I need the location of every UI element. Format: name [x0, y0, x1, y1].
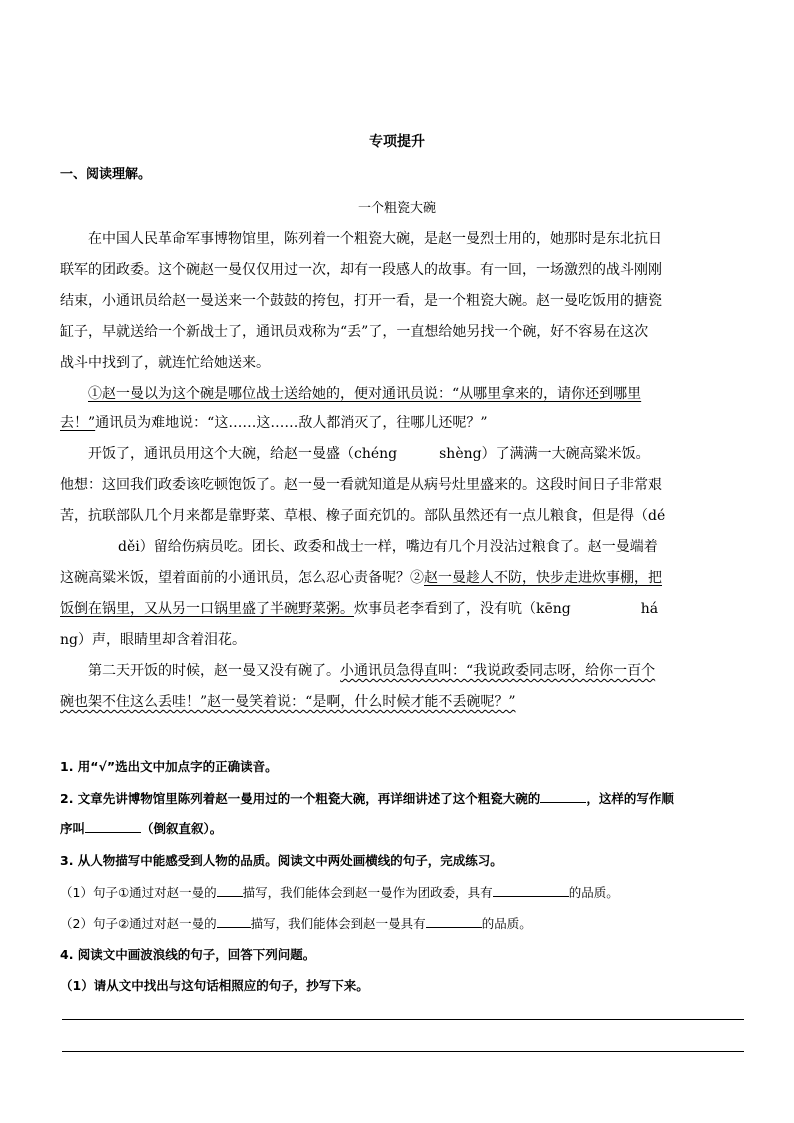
- answer-blank[interactable]: [493, 884, 569, 897]
- question-3-2: （2）句子②通过对赵一曼的 描写，我们能体会到赵一曼具有 的品质。: [60, 916, 532, 931]
- passage-line: děi）留给伤病员吃。团长、政委和战士一样，嘴边有几个月没沾过粮食了。赵一曼端着: [118, 539, 658, 555]
- underlined-sentence-1-end: 去！”: [60, 415, 96, 431]
- passage-text: 通讯员为难地说：“这……这……敌人都消灭了，往哪儿还呢？”: [95, 415, 488, 431]
- passage-line: 战斗中找到了，就连忙给她送来。: [60, 355, 270, 371]
- passage-line: [60, 567, 662, 587]
- underlined-sentence-2-end: 饭倒在锅里，又从另一口锅里盛了半碗野菜粥。: [60, 601, 354, 617]
- wavy-sentence-end: 碗也架不住这么丢哇！”赵一曼笑着说：“是啊，什么时候才能不丢碗呢？”: [60, 694, 516, 710]
- question-4: 4. 阅读文中画波浪线的句子，回答下列问题。: [60, 947, 316, 962]
- passage-line: 苦，抗联部队几个月来都是靠野菜、草根、橡子面充饥的。部队虽然还有一点儿粮食，但是得（dé: [60, 508, 666, 524]
- question-2: 2. 文章先讲博物馆里陈列着赵一曼用过的一个粗瓷大碗，再详细讲述了这个粗瓷大碗的 ，这样的写作顺: [60, 791, 674, 806]
- passage-line: ng）声，眼睛里却含着泪花。: [60, 632, 246, 648]
- question-2-cont: 序叫 （倒叙直叙）。: [60, 821, 223, 836]
- passage-line: [60, 412, 488, 432]
- passage-line: 他想：这回我们政委该吃顿饱饭了。赵一曼一看就知道是从病号灶里盛来的。这段时间日子非常艰: [60, 477, 662, 493]
- passage-line: [60, 691, 515, 711]
- answer-blank[interactable]: [217, 884, 243, 897]
- passage-line: [60, 598, 658, 618]
- answer-blank[interactable]: [426, 915, 482, 928]
- question-3: 3. 从人物描写中能感受到人物的品质。阅读文中两处画横线的句子，完成练习。: [60, 853, 503, 868]
- passage-line: [88, 383, 641, 403]
- underlined-sentence-1: ①赵一曼以为这个碗是哪位战士送给她的，便对通讯员说：“从哪里拿来的，请你还到哪里: [88, 386, 642, 402]
- passage-line: 联军的团政委。这个碗赵一曼仅仅用过一次，却有一段感人的故事。有一回，一场激烈的战斗刚刚: [60, 262, 662, 278]
- question-3-1: （1）句子①通过对赵一曼的 描写，我们能体会到赵一曼作为团政委，具有 的品质。: [60, 885, 619, 900]
- answer-blank[interactable]: [85, 820, 141, 833]
- page-title: 专项提升: [369, 134, 425, 150]
- question-4-1: （1）请从文中找出与这句话相照应的句子，抄写下来。: [60, 978, 369, 993]
- passage-text: 炊事员老李看到了，没有吭（kēng há: [354, 601, 659, 617]
- answer-blank[interactable]: [540, 790, 586, 803]
- passage-title: 一个粗瓷大碗: [357, 201, 436, 216]
- underlined-sentence-2: 赵一曼趁人不防，快步走进炊事棚，把: [424, 570, 662, 586]
- passage-line: 结束，小通讯员给赵一曼送来一个鼓鼓的挎包，打开一看，是一个粗瓷大碗。赵一曼吃饭用的搪瓷: [60, 293, 662, 309]
- wavy-sentence: 小通讯员急得直叫：“我说政委同志呀，给你一百个: [340, 663, 656, 679]
- passage-line: [88, 660, 655, 680]
- answer-blank[interactable]: [217, 915, 251, 928]
- passage-text: 第二天开饭的时候，赵一曼又没有碗了。: [88, 663, 340, 679]
- passage-text: 这碗高粱米饭，望着面前的小通讯员，怎么忍心责备呢？②: [60, 570, 424, 586]
- section-heading: 一、阅读理解。: [60, 167, 152, 182]
- question-1: 1. 用“√”选出文中加点字的正确读音。: [60, 759, 278, 774]
- answer-line[interactable]: [62, 1051, 744, 1052]
- answer-line[interactable]: [62, 1019, 744, 1020]
- passage-line: 缸子，早就送给一个新战士了，通讯员戏称为“丢”了，一直想给她另找一个碗，好不容易在这次: [60, 324, 649, 340]
- passage-line: 在中国人民革命军事博物馆里，陈列着一个粗瓷大碗，是赵一曼烈士用的，她那时是东北抗日: [88, 231, 662, 247]
- passage-line: 开饭了，通讯员用这个大碗，给赵一曼盛（chéng shèng）了满满一大碗高粱米饭。: [88, 446, 650, 462]
